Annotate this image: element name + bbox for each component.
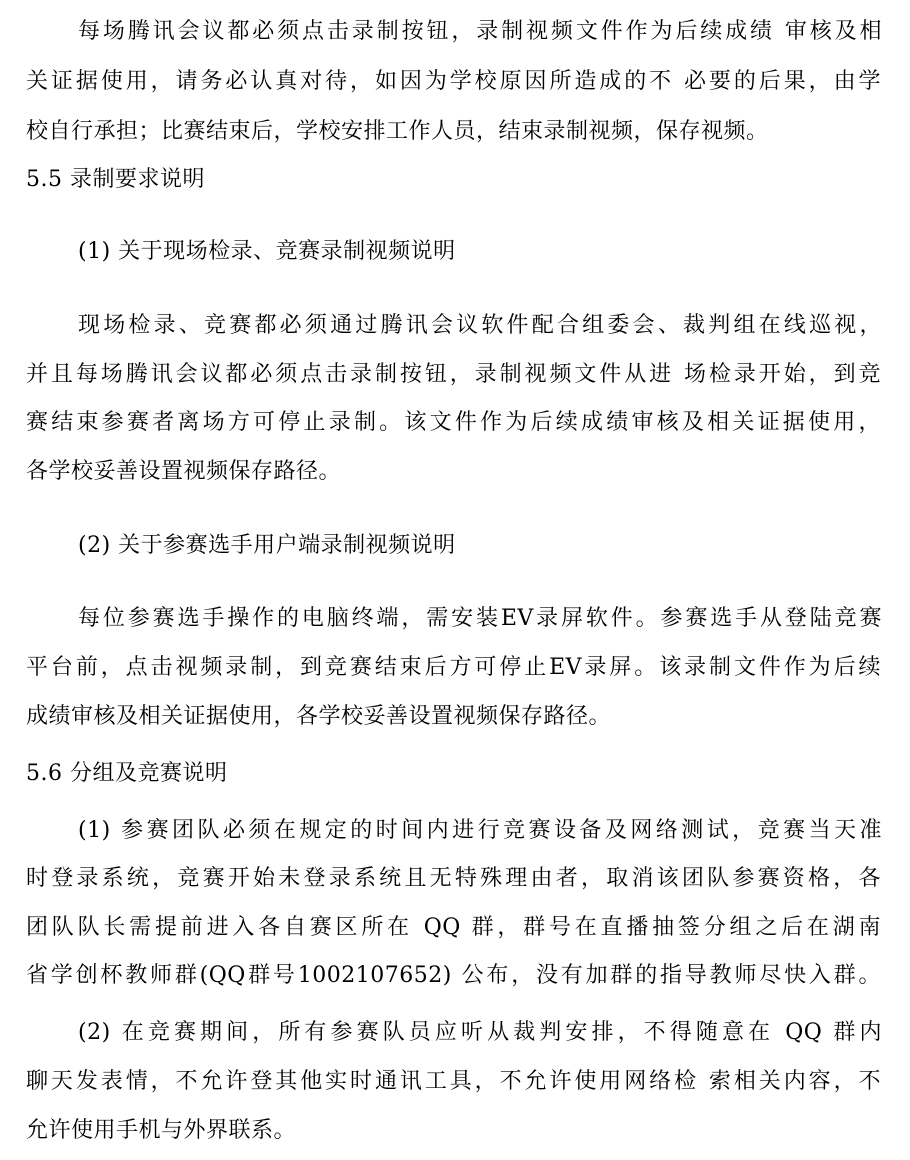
paragraph-line: 时登录系统，竞赛开始未登录系统且无特殊理由者，取消该团队参赛资格，各 [26,866,881,891]
paragraph-line: 平台前，点击视频录制，到竞赛结束后方可停止EV录屏。该录制文件作为后续 [26,655,881,680]
paragraph-line: 省学创杯教师群(QQ群号1002107652) 公布，没有加群的指导教师尽快入群。 [26,963,881,988]
paragraph-line: 成绩审核及相关证据使用，各学校妥善设置视频保存路径。 [26,704,612,729]
paragraph-line: (2) 在竞赛期间，所有参赛队员应听从裁判安排，不得随意在 QQ 群内 [78,1020,882,1045]
paragraph-line: (1) 参赛团队必须在规定的时间内进行竞赛设备及网络测试，竞赛当天准 [78,818,882,843]
subsection-heading: (1) 关于现场检录、竞赛录制视频说明 [78,239,456,264]
paragraph-line: 每场腾讯会议都必须点击录制按钮，录制视频文件作为后续成绩 审核及相 [78,19,882,44]
paragraph-line: 关证据使用，请务必认真对待，如因为学校原因所造成的不 必要的后果，由学 [26,69,881,94]
paragraph-line: 团队队长需提前进入各自赛区所在 QQ 群，群号在直播抽签分组之后在湖南 [26,915,881,940]
paragraph-line: 各学校妥善设置视频保存路径。 [26,459,342,484]
section-heading: 5.6 分组及竞赛说明 [26,761,228,786]
paragraph-line: 允许使用手机与外界联系。 [26,1118,297,1143]
subsection-heading: (2) 关于参赛选手用户端录制视频说明 [78,533,456,558]
paragraph-line: 聊天发表情，不允许登其他实时通讯工具，不允许使用网络检 索相关内容，不 [26,1069,881,1094]
paragraph-line: 现场检录、竞赛都必须通过腾讯会议软件配合组委会、裁判组在线巡视， [78,313,882,338]
paragraph-line: 并且每场腾讯会议都必须点击录制按钮，录制视频文件从进 场检录开始，到竞 [26,362,881,387]
section-heading: 5.5 录制要求说明 [26,167,205,192]
paragraph-line: 校自行承担；比赛结束后，学校安排工作人员，结束录制视频，保存视频。 [26,119,769,144]
paragraph-line: 赛结束参赛者离场方可停止录制。该文件作为后续成绩审核及相关证据使用， [26,410,881,435]
paragraph-line: 每位参赛选手操作的电脑终端，需安装EV录屏软件。参赛选手从登陆竞赛 [78,606,882,631]
